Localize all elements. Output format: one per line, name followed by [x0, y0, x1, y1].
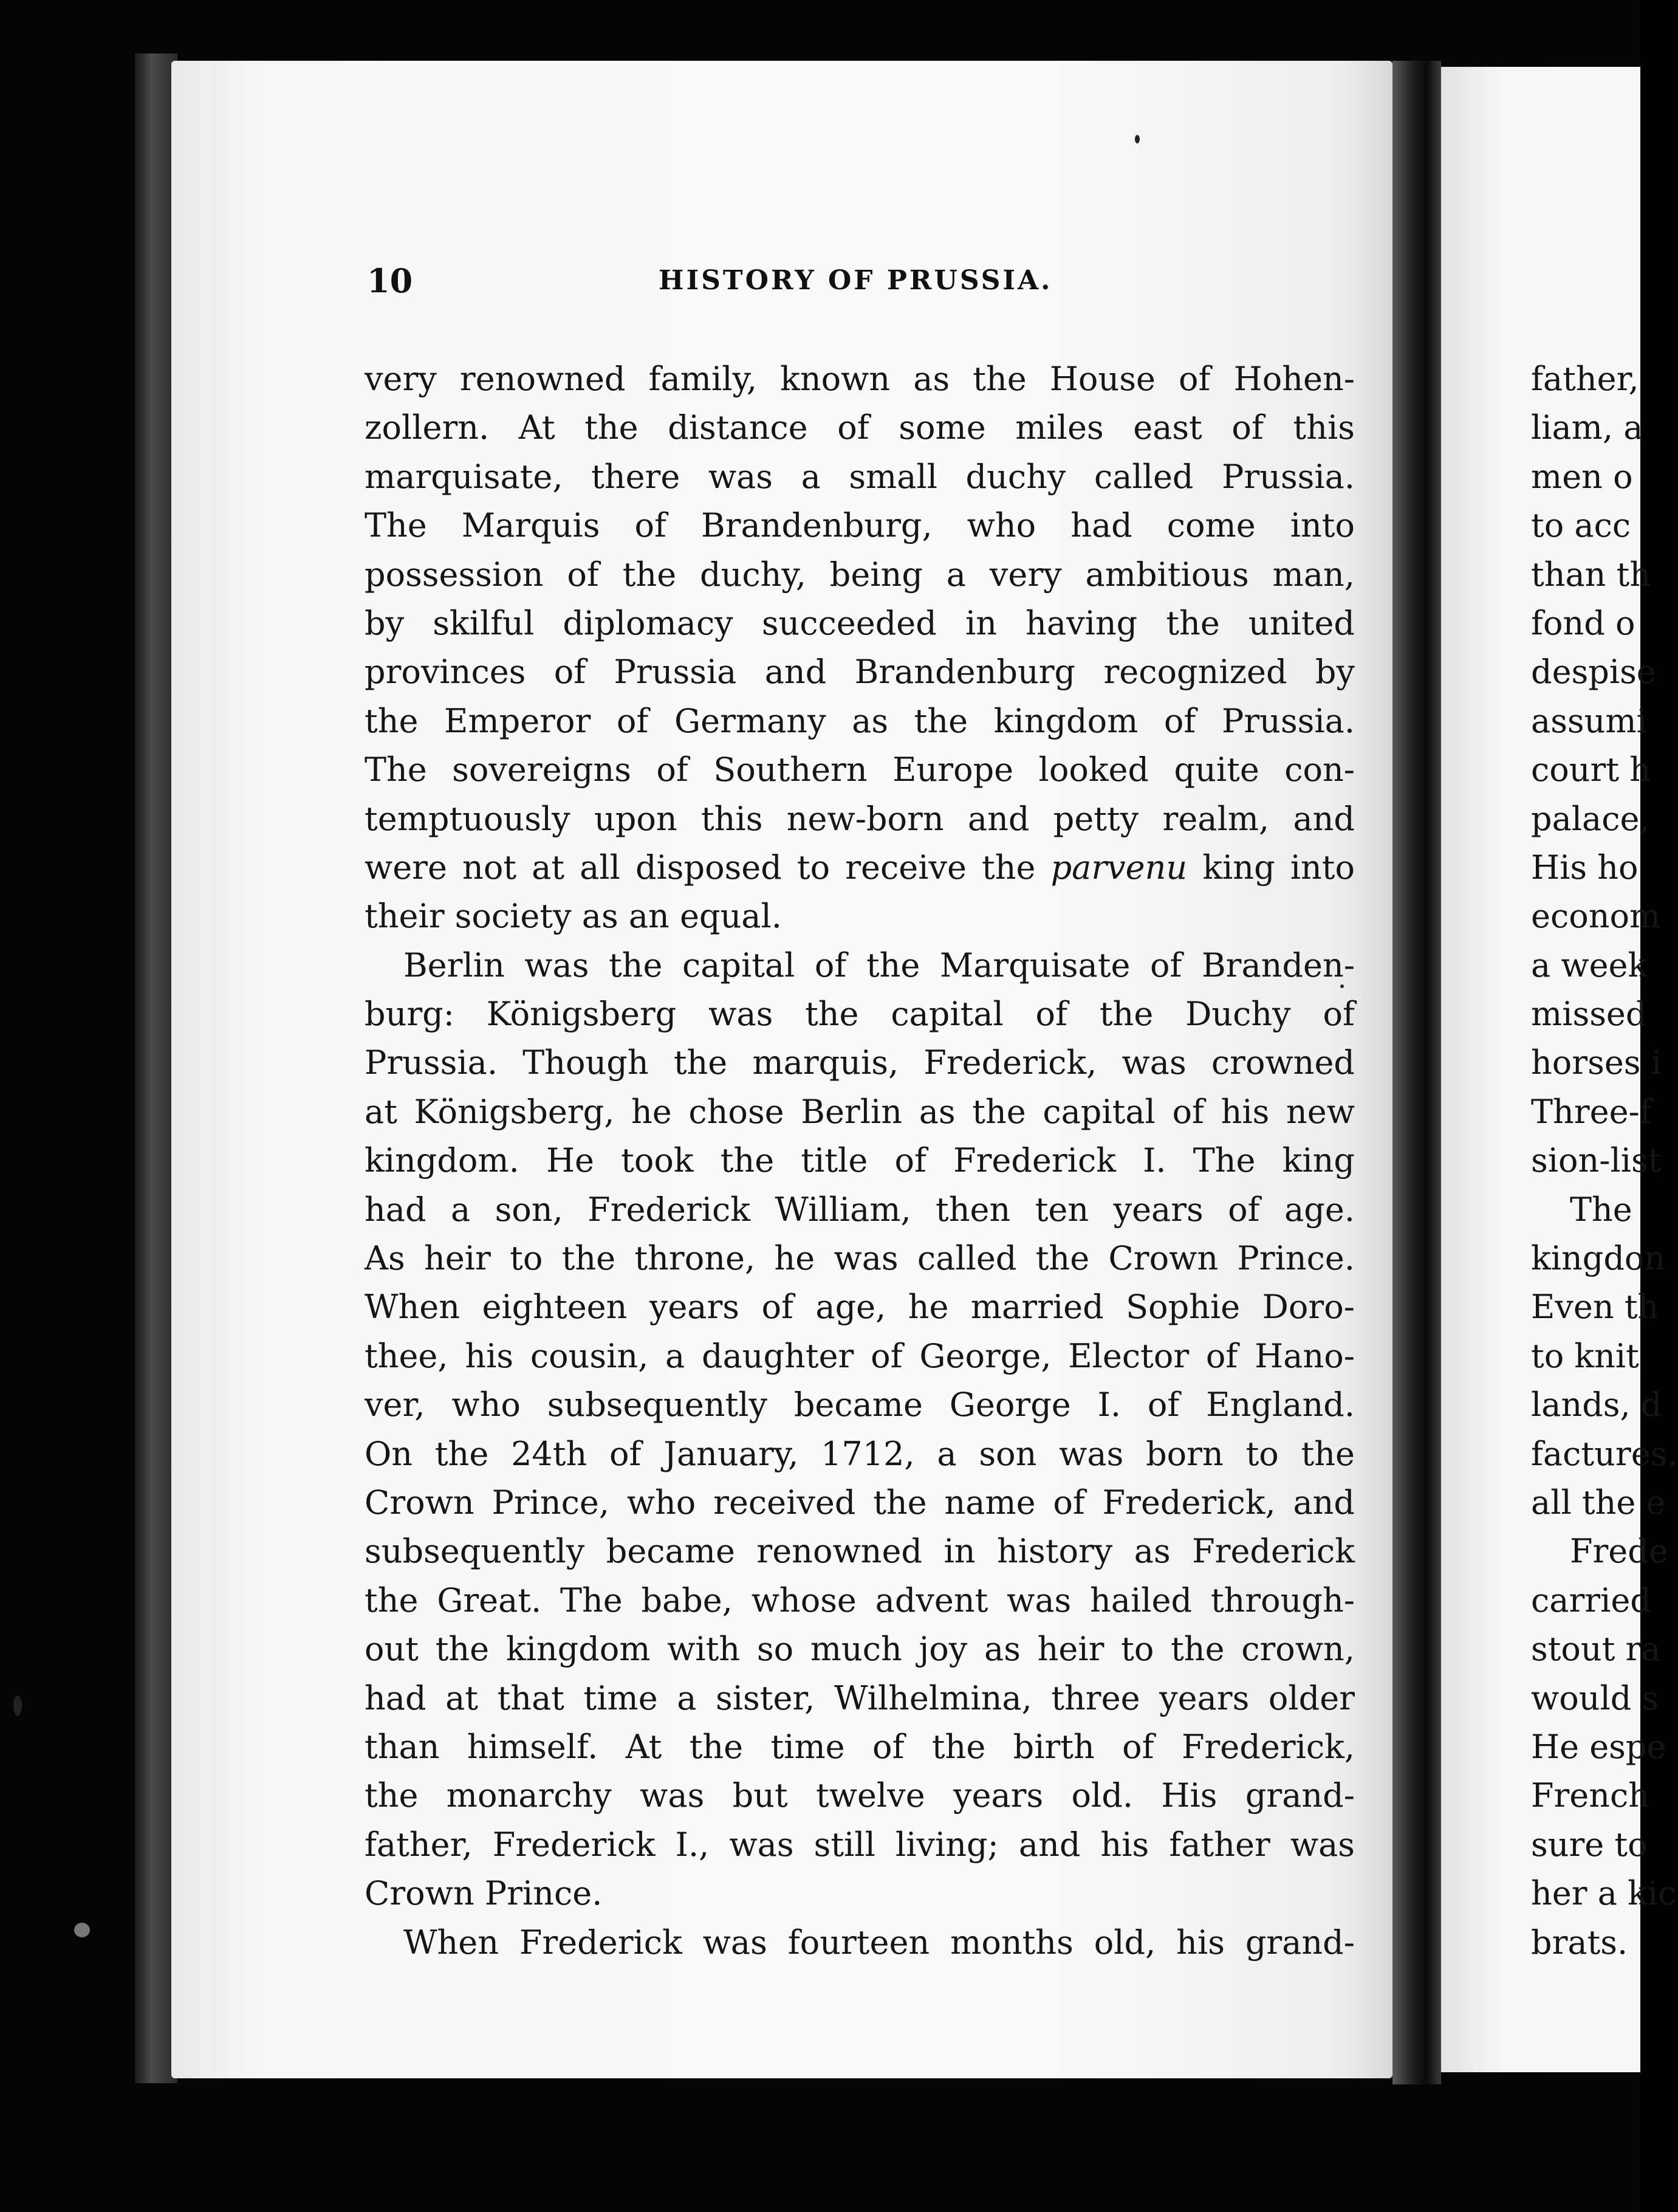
text-line: burg: Königsberg was the capital of the Duchy of: [365, 995, 1355, 1034]
text-line: a week: [1531, 946, 1648, 984]
text-line: palace,: [1531, 799, 1650, 838]
text-line: than th: [1531, 555, 1651, 594]
text-line: thee, his cousin, a daughter of George, Elector of Hano-: [365, 1336, 1355, 1375]
text-line: His ho: [1531, 848, 1639, 887]
text-line: their society as an equal.: [365, 897, 782, 936]
text-line: to acc: [1531, 506, 1631, 545]
text-line: very renowned family, known as the House of Hohen-: [365, 360, 1355, 398]
dust-speck: [74, 1923, 90, 1937]
text-line: Crown Prince.: [365, 1874, 603, 1913]
text-line: Three-f: [1531, 1092, 1652, 1131]
text-line: kingdom. He took the title of Frederick I. The king: [365, 1141, 1355, 1180]
text-line: Prussia. Though the marquis, Frederick, was crowned: [365, 1043, 1355, 1082]
text-line: When eighteen years of age, he married Sophie Doro-: [365, 1288, 1355, 1327]
text-line: horses i: [1531, 1043, 1662, 1082]
text-line: brats.: [1531, 1923, 1628, 1962]
text-line: men o: [1531, 457, 1633, 496]
text-line: The: [1570, 1190, 1632, 1229]
text-line: out the kingdom with so much joy as heir to the crown,: [365, 1630, 1355, 1669]
text-line: missed: [1531, 995, 1647, 1034]
text-line: liam, a: [1531, 408, 1643, 447]
text-line: her a kic: [1531, 1874, 1677, 1913]
text-line: provinces of Prussia and Brandenburg recognized by: [365, 653, 1355, 692]
text-line: fond o: [1531, 603, 1635, 642]
text-line: ver, who subsequently became George I. of England.: [365, 1386, 1355, 1424]
text-line: despise: [1531, 653, 1656, 692]
text-line-with-italic: [365, 843, 1355, 892]
text-line: Crown Prince, who received the name of Frederick, and: [365, 1483, 1355, 1522]
text-line: Berlin was the capital of the Marquisate of Branden-: [403, 946, 1355, 984]
text-line: the Emperor of Germany as the kingdom of Prussia.: [365, 701, 1355, 740]
text-line: factures.: [1531, 1434, 1678, 1473]
text-line: father, Frederick I., was still living; and his father was: [365, 1825, 1355, 1864]
text-line: than himself. At the time of the birth of Frederick,: [365, 1727, 1355, 1766]
text-line: kingdon: [1531, 1239, 1666, 1278]
text-line: subsequently became renowned in history as Frederick: [365, 1532, 1355, 1571]
text-line: the Great. The babe, whose advent was hailed through-: [365, 1581, 1355, 1619]
text-line: stout ra: [1531, 1630, 1661, 1669]
text-line: The Marquis of Brandenburg, who had come into: [365, 506, 1355, 545]
text-line: carried: [1531, 1581, 1651, 1619]
text-line: Even th: [1531, 1288, 1659, 1327]
text-line: econom: [1531, 897, 1661, 936]
text-line: father,: [1531, 360, 1639, 398]
text-line: lands, d: [1531, 1386, 1662, 1424]
text-line: all the e: [1531, 1483, 1666, 1522]
text-line: sion-list: [1531, 1141, 1662, 1180]
text-line: sure to: [1531, 1825, 1648, 1864]
dust-speck: [1135, 135, 1140, 143]
text-line: He espe: [1531, 1727, 1666, 1766]
text-line: As heir to the throne, he was called the Crown Prince.: [365, 1239, 1355, 1278]
text-line: zollern. At the distance of some miles east of this: [365, 408, 1355, 447]
text-line: the monarchy was but twelve years old. His grand-: [365, 1776, 1355, 1815]
text-line: When Frederick was fourteen months old, his grand-: [403, 1923, 1355, 1962]
text-line: by skilful diplomacy succeeded in having the united: [365, 603, 1355, 642]
text-line: had at that time a sister, Wilhelmina, three years older: [365, 1678, 1355, 1717]
text-segment: king into: [1202, 848, 1355, 887]
text-line: possession of the duchy, being a very ambitious man,: [365, 555, 1355, 594]
text-line: would s: [1531, 1678, 1659, 1717]
body-text: [365, 355, 1355, 1967]
italic-word: parvenu: [1050, 848, 1188, 887]
text-line: court h: [1531, 750, 1651, 789]
text-line: The sovereigns of Southern Europe looked quite con-: [365, 750, 1355, 789]
text-line: had a son, Frederick William, then ten years of age.: [365, 1190, 1355, 1229]
right-page-text: [1531, 355, 1678, 1967]
text-line: to knit: [1531, 1336, 1639, 1375]
page-number: 10: [367, 261, 413, 300]
book-gutter: [1392, 61, 1441, 2084]
running-header: [367, 261, 1321, 304]
text-line: assumi: [1531, 701, 1647, 740]
text-segment: were not at all disposed to receive the: [365, 848, 1036, 887]
dust-speck: [13, 1695, 22, 1716]
text-line: Frede: [1570, 1532, 1668, 1571]
running-title: HISTORY OF PRUSSIA.: [659, 265, 1053, 296]
text-line: at Königsberg, he chose Berlin as the capital of his new: [365, 1092, 1355, 1131]
text-line: marquisate, there was a small duchy called Prussia.: [365, 457, 1355, 496]
text-line: French: [1531, 1776, 1650, 1815]
text-line: On the 24th of January, 1712, a son was born to the: [365, 1434, 1355, 1473]
text-line: temptuously upon this new-born and petty realm, and: [365, 799, 1355, 838]
